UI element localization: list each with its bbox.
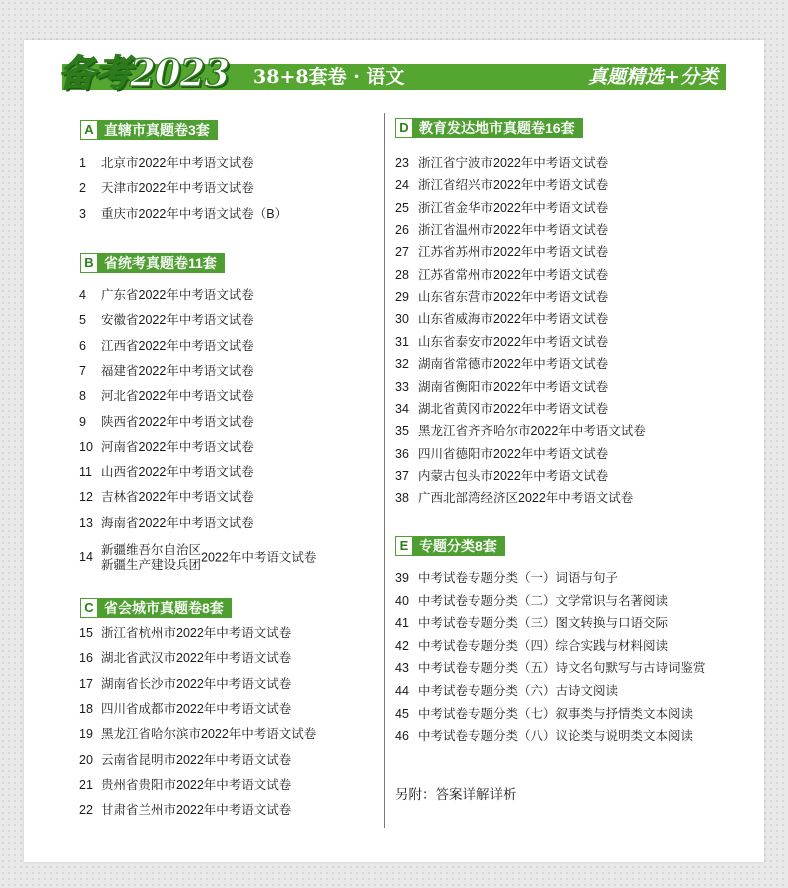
list-item	[395, 286, 608, 308]
item-number: 41	[395, 616, 409, 631]
item-name-line: 新疆生产建设兵团	[101, 557, 202, 572]
item-number: 29	[395, 290, 409, 305]
list-item	[395, 487, 633, 509]
item-number: 11	[79, 465, 92, 480]
list-item	[395, 264, 608, 286]
item-name: 黑龙江省齐齐哈尔市2022年中考语文试卷	[418, 424, 646, 439]
item-name: 重庆市2022年中考语文试卷（B）	[101, 206, 288, 221]
item-number: 36	[395, 446, 409, 461]
item-name: 中考试卷专题分类（二）文学常识与名著阅读	[418, 593, 669, 608]
item-name: 四川省德阳市2022年中考语文试卷	[418, 446, 609, 461]
item-name: 四川省成都市2022年中考语文试卷	[101, 701, 292, 716]
item-name: 浙江省绍兴市2022年中考语文试卷	[418, 178, 609, 193]
list-item	[395, 219, 608, 241]
item-name: 福建省2022年中考语文试卷	[101, 363, 254, 378]
item-number: 44	[395, 684, 409, 698]
banner-title: 备考2023	[58, 51, 229, 95]
item-name: 中考试卷专题分类（三）图文转换与口语交际	[418, 616, 669, 631]
column-divider	[384, 113, 385, 828]
item-name: 浙江省金华市2022年中考语文试卷	[418, 200, 609, 215]
item-number: 18	[79, 701, 93, 716]
item-name: 浙江省杭州市2022年中考语文试卷	[101, 626, 292, 640]
item-number: 21	[79, 777, 93, 792]
item-number: 1	[79, 156, 86, 170]
item-name: 湖南省衡阳市2022年中考语文试卷	[418, 379, 609, 394]
item-number: 8	[79, 389, 86, 404]
list-item	[79, 177, 254, 199]
item-number: 32	[395, 357, 409, 372]
item-name: 浙江省宁波市2022年中考语文试卷	[418, 156, 609, 170]
item-name: 山西省2022年中考语文试卷	[101, 465, 254, 480]
list-item	[79, 622, 291, 644]
list-item	[395, 331, 608, 353]
list-item	[79, 486, 254, 508]
item-name: 云南省昆明市2022年中考语文试卷	[101, 752, 292, 767]
item-name: 中考试卷专题分类（七）叙事类与抒情类文本阅读	[418, 706, 694, 721]
item-number: 7	[79, 363, 86, 378]
list-item	[79, 385, 254, 407]
banner-subtitle: 38+8套卷 · 语文	[253, 66, 405, 88]
banner-tagline: 真题精选+分类	[588, 66, 718, 88]
list-item	[395, 376, 608, 398]
item-name-suffix: 2022年中考语文试卷	[201, 550, 317, 565]
item-name: 内蒙古包头市2022年中考语文试卷	[418, 468, 609, 483]
item-name: 浙江省温州市2022年中考语文试卷	[418, 223, 609, 238]
item-number: 39	[395, 571, 409, 585]
list-item	[79, 774, 291, 796]
list-item	[79, 309, 254, 331]
list-item	[395, 420, 646, 442]
item-number: 2	[79, 181, 86, 196]
item-name: 中考试卷专题分类（六）古诗文阅读	[418, 684, 619, 698]
list-item	[395, 703, 693, 725]
item-number: 19	[79, 727, 93, 742]
item-number: 15	[79, 626, 93, 640]
item-name: 河北省2022年中考语文试卷	[101, 389, 254, 404]
item-name: 中考试卷专题分类（五）诗文名句默写与古诗词鉴赏	[418, 661, 706, 676]
section-title: 省统考真题卷11套	[104, 255, 217, 271]
item-name: 山东省东营市2022年中考语文试卷	[418, 290, 609, 305]
section-letter: E	[395, 536, 413, 556]
section-letter: D	[395, 118, 413, 138]
item-name-stack	[101, 543, 201, 573]
item-number: 28	[395, 267, 409, 282]
item-name: 中考试卷专题分类（一）词语与句子	[418, 571, 619, 585]
item-number: 45	[395, 706, 409, 721]
item-name: 中考试卷专题分类（四）综合实践与材料阅读	[418, 638, 669, 653]
item-number: 34	[395, 401, 409, 416]
item-number: 12	[79, 490, 93, 505]
item-name: 甘肃省兰州市2022年中考语文试卷	[101, 803, 292, 818]
list-item	[79, 698, 291, 720]
item-name: 湖南省长沙市2022年中考语文试卷	[101, 676, 292, 691]
list-item	[79, 541, 316, 573]
list-item	[79, 673, 291, 695]
list-item	[395, 635, 668, 657]
item-name: 海南省2022年中考语文试卷	[101, 515, 254, 530]
section-title: 教育发达地市真题卷16套	[419, 120, 575, 136]
item-number: 16	[79, 651, 93, 666]
list-item	[395, 197, 608, 219]
item-number: 23	[395, 156, 409, 170]
item-name: 湖北省武汉市2022年中考语文试卷	[101, 651, 292, 666]
list-item	[79, 461, 254, 483]
item-number: 42	[395, 638, 409, 653]
item-number: 26	[395, 223, 409, 238]
list-item	[395, 657, 706, 679]
list-item	[395, 308, 608, 330]
item-name: 河南省2022年中考语文试卷	[101, 439, 254, 454]
section-title: 省会城市真题卷8套	[104, 600, 224, 616]
list-item	[79, 335, 254, 357]
item-name: 广西北部湾经济区2022年中考语文试卷	[418, 491, 634, 506]
item-number: 38	[395, 491, 409, 506]
section-letter: C	[80, 598, 98, 618]
item-number: 46	[395, 729, 409, 744]
item-name: 安徽省2022年中考语文试卷	[101, 313, 254, 328]
list-item	[395, 241, 608, 263]
list-item	[79, 799, 291, 821]
item-number: 35	[395, 424, 409, 439]
item-number: 43	[395, 661, 409, 676]
item-number: 6	[79, 338, 86, 353]
list-item	[79, 647, 291, 669]
list-item	[395, 725, 693, 747]
item-number: 37	[395, 468, 409, 483]
section-b-header	[80, 253, 225, 273]
list-item	[79, 723, 316, 745]
item-number: 14	[79, 550, 93, 564]
list-item	[395, 567, 618, 589]
item-number: 22	[79, 803, 93, 818]
item-name: 广东省2022年中考语文试卷	[101, 288, 254, 302]
list-item	[79, 512, 254, 534]
item-name: 贵州省贵阳市2022年中考语文试卷	[101, 777, 292, 792]
item-name: 吉林省2022年中考语文试卷	[101, 490, 254, 505]
item-number: 17	[79, 676, 93, 691]
item-number: 25	[395, 200, 409, 215]
item-number: 4	[79, 288, 86, 302]
item-name: 北京市2022年中考语文试卷	[101, 156, 254, 170]
list-item	[79, 749, 291, 771]
item-name: 山东省威海市2022年中考语文试卷	[418, 312, 609, 327]
section-title: 直辖市真题卷3套	[104, 122, 210, 138]
item-number: 27	[395, 245, 409, 260]
item-number: 30	[395, 312, 409, 327]
section-title: 专题分类8套	[419, 538, 497, 554]
item-number: 31	[395, 334, 409, 349]
list-item	[79, 152, 254, 174]
section-e-header	[395, 536, 505, 556]
item-number: 20	[79, 752, 93, 767]
section-a-header	[80, 120, 218, 140]
item-name: 天津市2022年中考语文试卷	[101, 181, 254, 196]
item-name: 陕西省2022年中考语文试卷	[101, 414, 254, 429]
item-number: 3	[79, 206, 86, 221]
item-name: 江西省2022年中考语文试卷	[101, 338, 254, 353]
appendix-note: 另附：答案详解详析	[395, 787, 517, 802]
item-number: 24	[395, 178, 409, 193]
item-number: 10	[79, 439, 93, 454]
item-name: 中考试卷专题分类（八）议论类与说明类文本阅读	[418, 729, 694, 744]
item-name: 江苏省苏州市2022年中考语文试卷	[418, 245, 609, 260]
item-name: 黑龙江省哈尔滨市2022年中考语文试卷	[101, 727, 317, 742]
list-item	[79, 360, 254, 382]
list-item	[395, 443, 608, 465]
list-item	[395, 398, 608, 420]
item-number: 13	[79, 515, 93, 530]
item-name: 湖南省常德市2022年中考语文试卷	[418, 357, 609, 372]
list-item	[395, 465, 608, 487]
section-letter: B	[80, 253, 98, 273]
list-item	[79, 203, 287, 225]
list-item	[395, 174, 608, 196]
list-item	[79, 411, 254, 433]
item-name-line: 新疆维吾尔自治区	[101, 542, 202, 557]
list-item	[79, 284, 254, 306]
list-item	[395, 152, 608, 174]
list-item	[395, 680, 618, 702]
item-name: 山东省泰安市2022年中考语文试卷	[418, 334, 609, 349]
item-number: 40	[395, 593, 409, 608]
header-banner	[58, 51, 726, 95]
list-item	[395, 590, 668, 612]
item-number: 33	[395, 379, 409, 394]
item-name: 江苏省常州市2022年中考语文试卷	[418, 267, 609, 282]
list-item	[395, 612, 668, 634]
list-item	[79, 436, 254, 458]
section-c-header	[80, 598, 232, 618]
item-number: 5	[79, 313, 86, 328]
list-item	[395, 353, 608, 375]
item-name: 湖北省黄冈市2022年中考语文试卷	[418, 401, 609, 416]
section-d-header	[395, 118, 583, 138]
item-number: 9	[79, 414, 86, 429]
section-letter: A	[80, 120, 98, 140]
